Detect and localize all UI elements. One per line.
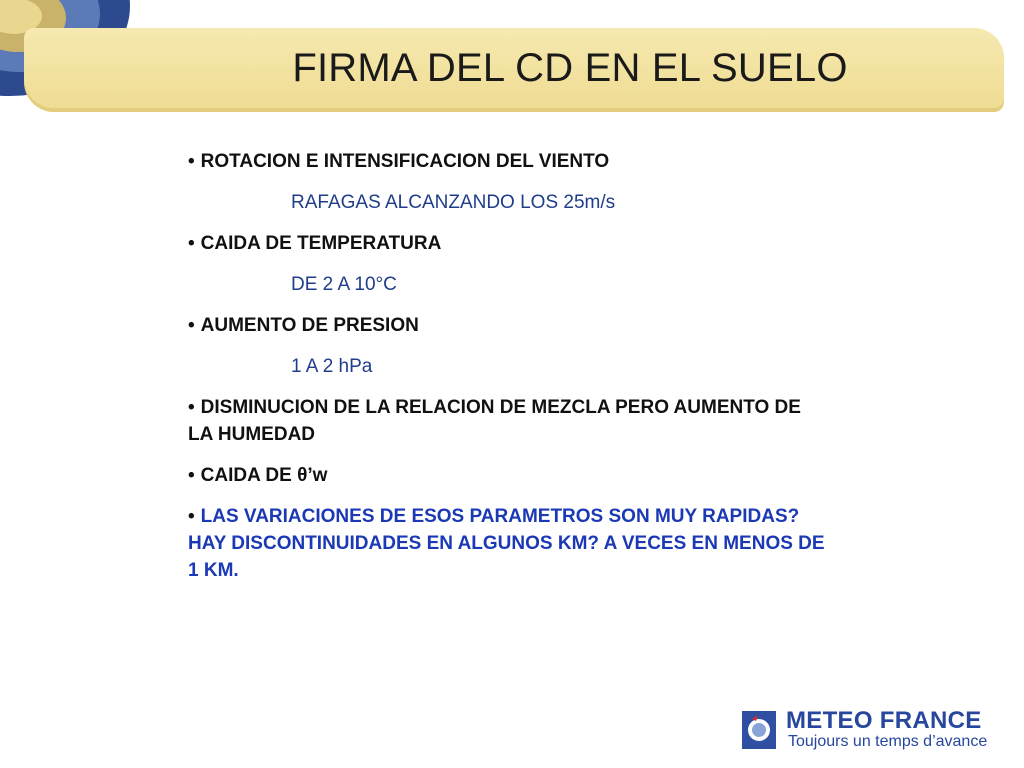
bullet-text: CAIDA DE TEMPERATURA [200,233,442,254]
bullet-item: • ROTACION E INTENSIFICACION DEL VIENTO [188,151,610,172]
spacer [188,298,828,312]
bullet-item: • CAIDA DE θ’w [188,465,328,486]
spacer [188,257,828,271]
bullet-text: CAIDA DE θ’w [200,465,328,486]
logo-mark-icon [742,711,776,749]
bullet-detail: 1 A 2 hPa [291,356,373,377]
spacer [188,489,828,503]
bullet-text: AUMENTO DE PRESION [200,315,419,336]
bullet-item: • AUMENTO DE PRESION [188,315,419,336]
spacer [188,175,828,189]
spacer [188,448,828,462]
bullet-item: • DISMINUCION DE LA RELACION DE MEZCLA PERO AUMENTO DE LA HUMEDAD [188,397,801,445]
bullet-item-highlight: • LAS VARIACIONES DE ESOS PARAMETROS SON MUY RAPIDAS? HAY DISCONTINUIDADES EN ALGUNOS KM? A VECES EN MENOS DE 1 KM. [188,506,825,581]
bullet-detail: DE 2 A 10°C [291,274,397,295]
bullet-text: DISMINUCION DE LA RELACION DE MEZCLA PERO AUMENTO DE LA HUMEDAD [188,397,801,445]
bullet-detail: RAFAGAS ALCANZANDO LOS 25m/s [291,192,616,213]
logo-tagline: Toujours un temps d’avance [788,733,988,750]
logo-name: METEO FRANCE [786,707,982,734]
slide-title: FIRMA DEL CD EN EL SUELO [292,46,848,90]
bullet-list [188,148,828,584]
bullet-item: • CAIDA DE TEMPERATURA [188,233,442,254]
meteo-france-logo [742,709,1002,753]
spacer [188,380,828,394]
bullet-text: ROTACION E INTENSIFICACION DEL VIENTO [200,151,610,172]
bullet-text: LAS VARIACIONES DE ESOS PARAMETROS SON MUY RAPIDAS? HAY DISCONTINUIDADES EN ALGUNOS KM? A VECES EN MENOS DE 1 KM. [188,506,825,581]
spacer [188,339,828,353]
spacer [188,216,828,230]
